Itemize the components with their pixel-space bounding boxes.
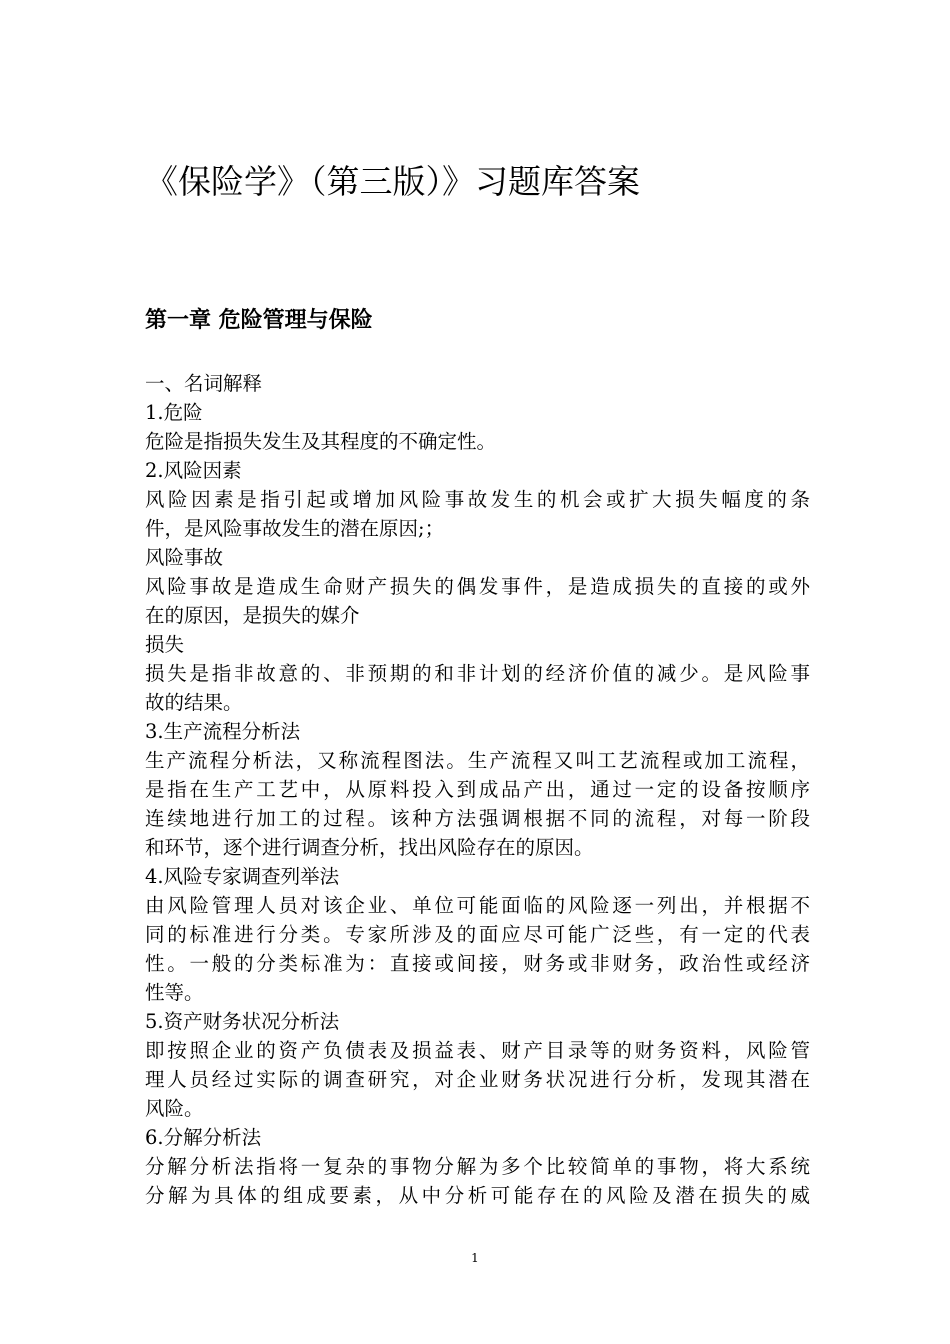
text-line: 风险。 [145,1097,204,1120]
text-line: 理人员经过实际的调查研究，对企业财务状况进行分析，发现其潜在 [145,1068,810,1091]
text-line: 危险是指损失发生及其程度的不确定性。 [145,430,497,453]
text-line: 6.分解分析法 [145,1126,262,1149]
text-line: 在的原因，是损失的媒介 [145,604,360,627]
text-line: 一、名词解释 [145,372,263,395]
text-line: 性。一般的分类标准为：直接或间接，财务或非财务，政治性或经济 [145,952,810,975]
text-line: 是指在生产工艺中，从原料投入到成品产出，通过一定的设备按顺序 [145,778,810,801]
text-line: 分解分析法指将一复杂的事物分解为多个比较简单的事物，将大系统 [145,1155,810,1178]
text-line: 1.危险 [145,401,203,424]
text-line: 同的标准进行分类。专家所涉及的面应尽可能广泛些，有一定的代表 [145,923,810,946]
text-line: 损失是指非故意的、非预期的和非计划的经济价值的减少。是风险事 [145,662,810,685]
text-line: 性等。 [145,981,204,1004]
text-line: 分解为具体的组成要素，从中分析可能存在的风险及潜在损失的威 [145,1184,810,1207]
text-line: 风险因素是指引起或增加风险事故发生的机会或扩大损失幅度的条 [145,488,810,511]
text-line: 风险事故是造成生命财产损失的偶发事件，是造成损失的直接的或外 [145,575,810,598]
page-number: 1 [471,1251,479,1265]
text-line: 生产流程分析法，又称流程图法。生产流程又叫工艺流程或加工流程， [145,749,810,772]
text-line: 4.风险专家调查列举法 [145,865,340,888]
text-line: 损失 [145,633,185,656]
text-line: 由风险管理人员对该企业、单位可能面临的风险逐一列出，并根据不 [145,894,810,917]
body-text [145,369,810,1210]
document-title: 《保险学》（第三版）》习题库答案 [145,162,640,201]
text-line: 故的结果。 [145,691,243,714]
chapter-heading: 第一章 危险管理与保险 [145,308,373,333]
text-line: 风险事故 [145,546,224,569]
text-line: 3.生产流程分析法 [145,720,301,743]
text-line: 即按照企业的资产负债表及损益表、财产目录等的财务资料，风险管 [145,1039,810,1062]
text-line: 5.资产财务状况分析法 [145,1010,340,1033]
text-line: 和环节，逐个进行调查分析，找出风险存在的原因。 [145,836,594,859]
text-line: 2.风险因素 [145,459,242,482]
text-line: 件，是风险事故发生的潜在原因;； [145,517,445,540]
text-line: 连续地进行加工的过程。该种方法强调根据不同的流程，对每一阶段 [145,807,810,830]
